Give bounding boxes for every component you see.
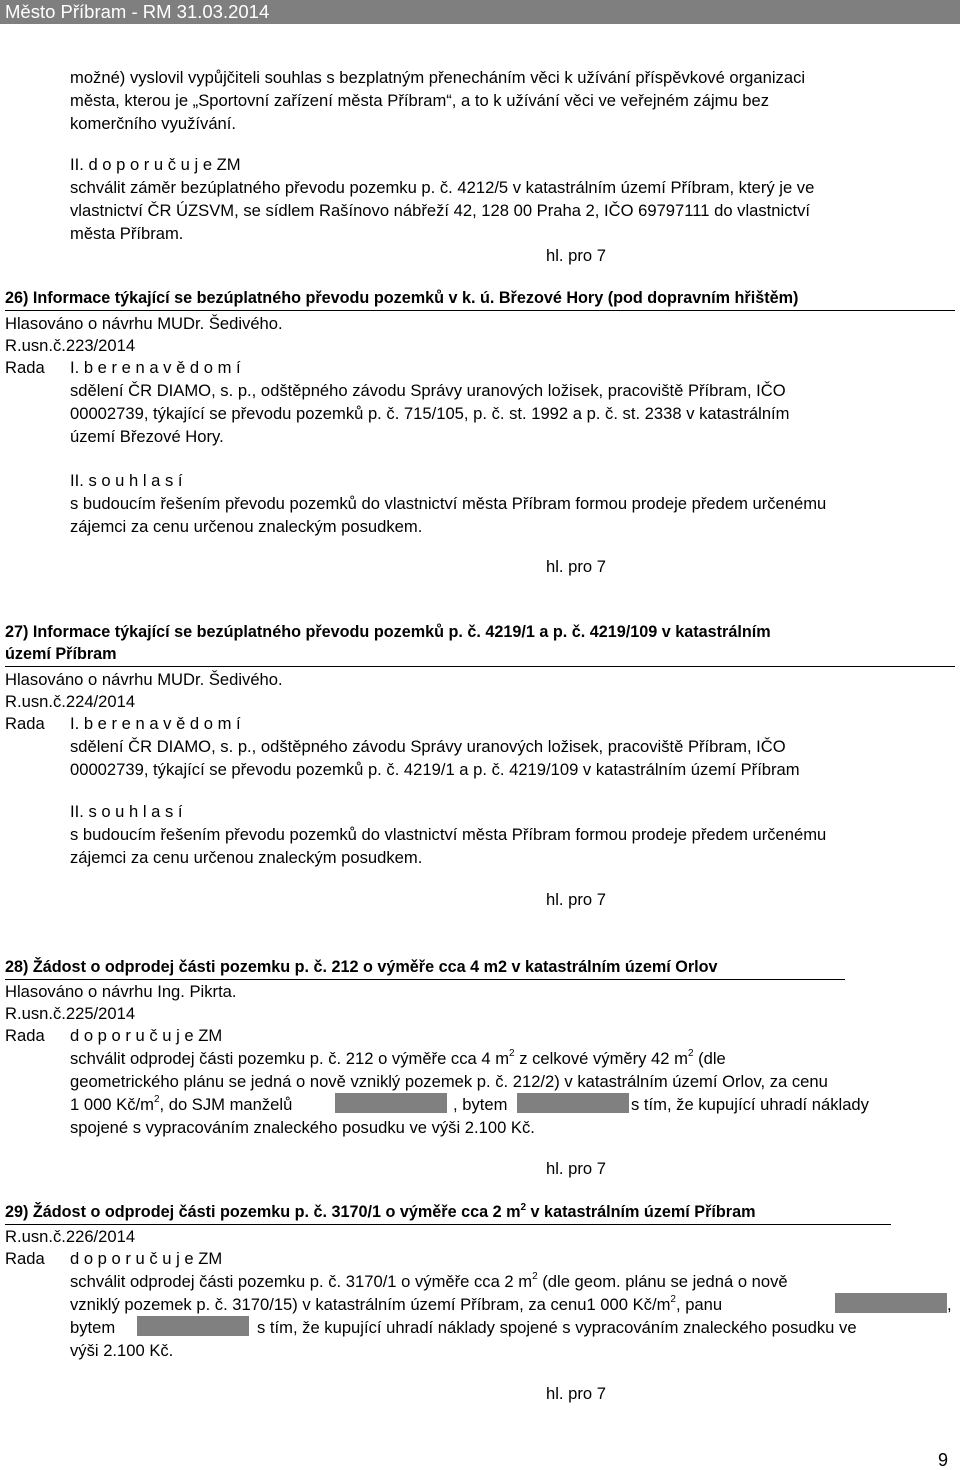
item-28-line-3a: 1 000 $Kč/m^2$, do SJM manželů xyxy=(70,1094,293,1114)
intro-resolution-label: II. d o p o r u č u j e ZM xyxy=(70,155,241,174)
item-28-rada: Rada xyxy=(5,1026,45,1045)
item-26-voted: Hlasováno o návrhu MUDr. Šedivého. xyxy=(5,314,283,333)
item-27-part1-line-2: 00002739, týkající se převodu pozemků p. č. 4219/1 a p. č. 4219/109 v katastrálním území Příbram xyxy=(70,760,800,779)
item-26-part1-line-2: 00002739, týkající se převodu pozemků p. č. 715/105, p. č. st. 1992 a p. č. st. 2338 v katastrálním xyxy=(70,404,790,423)
redaction-block xyxy=(517,1093,629,1113)
item-26-rada: Rada xyxy=(5,358,45,377)
redaction-block xyxy=(335,1093,447,1113)
page-number: 9 xyxy=(938,1450,949,1470)
item-28-title-underline xyxy=(5,979,845,980)
item-26-part1-line-1: sdělení ČR DIAMO, s. p., odštěpného závodu Správy uranových ložisek, pracoviště Příbram, IČO xyxy=(70,381,786,400)
item-29-rada: Rada xyxy=(5,1249,45,1268)
item-27-title-underline xyxy=(5,666,955,667)
item-28-line-3c: s tím, že kupující uhradí náklady xyxy=(631,1095,869,1114)
item-29-line-3a: bytem xyxy=(70,1318,116,1337)
item-27-title-line-2: území Příbram xyxy=(5,645,117,663)
intro-line-1: možné) vyslovil vypůjčiteli souhlas s bezplatným přenecháním věci k užívání příspěvkové organizaci xyxy=(70,68,806,87)
item-27-title-line-1: 27) Informace týkající se bezúplatného převodu pozemků p. č. 4219/1 a p. č. 4219/109 v katastrálním xyxy=(5,623,771,641)
item-26-part2-label: II. s o u h l a s í xyxy=(70,471,183,490)
item-26-part1-label: I. b e r e n a v ě d o m í xyxy=(70,358,241,377)
item-29-line-1: schválit odprodej části pozemku p. č. 3170/1 o výměře cca 2 $m^2$ (dle geom. plánu se jedná o nově xyxy=(70,1271,788,1291)
item-27-voted: Hlasováno o návrhu MUDr. Šedivého. xyxy=(5,670,283,689)
item-27-part2-line-2: zájemci za cenu určenou znaleckým posudkem. xyxy=(70,848,423,867)
item-27-resolution-number: R.usn.č.224/2014 xyxy=(5,692,136,711)
item-26-part1-line-3: území Březové Hory. xyxy=(70,427,224,446)
item-29-title: 29) Žádost o odprodej části pozemku p. č. 3170/1 o výměře cca 2 $m^2$ v katastrálním území Příbram xyxy=(5,1201,756,1221)
item-28-resolution-number: R.usn.č.225/2014 xyxy=(5,1004,136,1023)
item-26-resolution-number: R.usn.č.223/2014 xyxy=(5,336,136,355)
intro-vote: hl. pro 7 xyxy=(546,246,606,265)
item-27-rada: Rada xyxy=(5,714,45,733)
item-29-resolution-number: R.usn.č.226/2014 xyxy=(5,1227,136,1246)
item-29-line-2b: , xyxy=(947,1295,952,1314)
intro-line-3: komerčního využívání. xyxy=(70,114,237,133)
item-28-voted: Hlasováno o návrhu Ing. Pikrta. xyxy=(5,982,237,1001)
item-27-part2-line-1: s budoucím řešením převodu pozemků do vlastnictví města Příbram formou prodeje předem určenému xyxy=(70,825,827,844)
item-26-part2-line-1: s budoucím řešením převodu pozemků do vlastnictví města Příbram formou prodeje předem určenému xyxy=(70,494,827,513)
intro-resolution-line-3: města Příbram. xyxy=(70,224,184,243)
item-26-title: 26) Informace týkající se bezúplatného převodu pozemků v k. ú. Březové Hory (pod dopravním hřištěm) xyxy=(5,289,799,307)
intro-resolution-line-1: schválit záměr bezúplatného převodu pozemku p. č. 4212/5 v katastrálním území Příbram, který je ve xyxy=(70,178,815,197)
item-27-part1-line-1: sdělení ČR DIAMO, s. p., odštěpného závodu Správy uranových ložisek, pracoviště Příbram, IČO xyxy=(70,737,786,756)
item-26-vote: hl. pro 7 xyxy=(546,557,606,576)
item-26-title-underline xyxy=(5,310,955,311)
redaction-block xyxy=(137,1316,249,1336)
item-28-part1-label: d o p o r u č u j e ZM xyxy=(70,1026,223,1045)
document-header-title: Město Příbram - RM 31.03.2014 xyxy=(5,1,270,22)
item-29-part1-label: d o p o r u č u j e ZM xyxy=(70,1249,223,1268)
item-29-line-3b: s tím, že kupující uhradí náklady spojené s vypracováním znaleckého posudku ve xyxy=(257,1318,857,1337)
item-29-title-underline xyxy=(5,1224,891,1225)
item-26-part2-line-2: zájemci za cenu určenou znaleckým posudkem. xyxy=(70,517,423,536)
item-28-line-3b: , bytem xyxy=(453,1095,508,1114)
item-29-line-4: výši 2.100 Kč. xyxy=(70,1341,174,1360)
item-29-line-2a: vzniklý pozemek p. č. 3170/15) v katastrálním území Příbram, za cenu1 000 $Kč/m^2$, panu xyxy=(70,1294,723,1314)
item-28-vote: hl. pro 7 xyxy=(546,1159,606,1178)
item-28-line-2: geometrického plánu se jedná o nově vzniklý pozemek p. č. 212/2) v katastrálním území Orlov, za cenu xyxy=(70,1072,828,1091)
item-28-line-1: schválit odprodej části pozemku p. č. 212 o výměře cca 4 $m^2$ z celkové výměry 42 $m^2$ (dle xyxy=(70,1048,726,1068)
item-27-part1-label: I. b e r e n a v ě d o m í xyxy=(70,714,241,733)
redaction-block xyxy=(835,1293,947,1313)
item-27-vote: hl. pro 7 xyxy=(546,890,606,909)
item-28-title: 28) Žádost o odprodej části pozemku p. č. 212 o výměře cca 4 m2 v katastrálním území Orlov xyxy=(5,958,718,976)
item-28-line-4: spojené s vypracováním znaleckého posudku ve výši 2.100 Kč. xyxy=(70,1118,535,1137)
document-header-bar xyxy=(0,0,960,24)
intro-resolution-line-2: vlastnictví ČR ÚZSVM, se sídlem Rašínovo nábřeží 42, 128 00 Praha 2, IČO 69797111 do vlastnictví xyxy=(70,201,811,220)
item-27-part2-label: II. s o u h l a s í xyxy=(70,802,183,821)
item-29-vote: hl. pro 7 xyxy=(546,1384,606,1403)
intro-line-2: města, kterou je „Sportovní zařízení města Příbram“, a to k užívání věci ve veřejném zájmu bez xyxy=(70,91,770,110)
